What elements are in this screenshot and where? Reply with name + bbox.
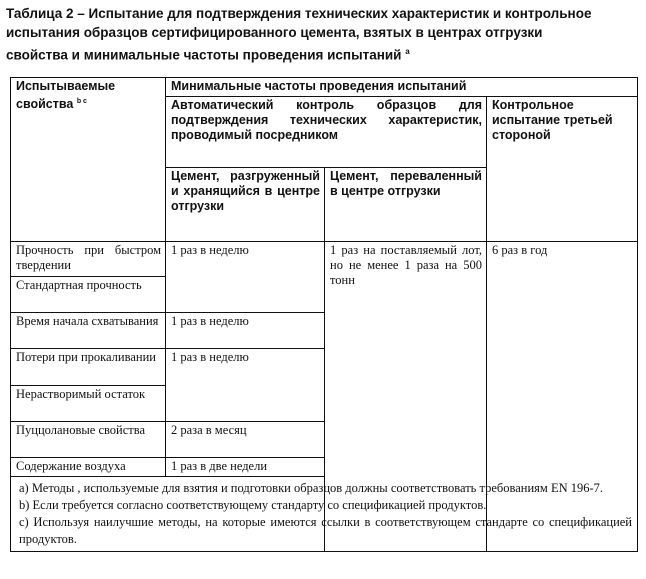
title-line-2: испытания образцов сертифицированного цемента, взятых в центрах отгрузки: [6, 25, 543, 40]
value-air-content: 1 раз в две недели: [166, 458, 325, 477]
header-cement-stored: Цемент, разгруженный и хранящийся в центре отгрузки: [166, 168, 325, 242]
title-line-1: Таблица 2 – Испытание для подтверждения технических характеристик и контрольное: [6, 6, 592, 21]
row-strength-fast: Прочность при быстром твердении: [11, 242, 166, 277]
test-frequency-table: [10, 77, 638, 552]
header-properties: Испытываемые свойства $^{b c}$: [11, 78, 166, 242]
row-ignition-loss: Потери при прокаливании: [11, 349, 166, 386]
row-setting-time: Время начала схватывания: [11, 313, 166, 349]
row-insoluble-residue: Нерастворимый остаток: [11, 386, 166, 422]
value-setting-time: 1 раз в неделю: [166, 313, 325, 349]
header-cement-transferred: Цемент, переваленный в центре отгрузки: [325, 168, 487, 242]
header-frequencies: Минимальные частоты проведения испытаний: [166, 78, 638, 97]
value-third-party: 6 раз в год: [487, 242, 638, 552]
row-strength-standard: Стандартная прочность: [11, 277, 166, 313]
row-pozzolanic: Пуццолановые свойства: [11, 422, 166, 458]
table-title: [6, 4, 646, 65]
value-pozzolanic: 2 раза в месяц: [166, 422, 325, 458]
footnotes: [11, 477, 638, 552]
value-strength: 1 раз в неделю: [166, 242, 325, 313]
value-transferred: 1 раз на поставляемый лот, но не менее 1 раза на 500 тонн: [325, 242, 487, 552]
footnote-b: b) Если требуется согласно соответствующему стандарту со спецификацией продуктов.: [19, 498, 487, 512]
header-automatic-control: Автоматический контроль образцов для подтверждения технических характеристик, проводимый посредником: [166, 97, 487, 168]
footnote-a: а) Методы , используемые для взятия и подготовки образцов должны соответствовать требованиям EN 196-7.: [19, 481, 604, 495]
header-third-party: Контрольное испытание третьей стороной: [487, 97, 638, 242]
footnote-c: с) Используя наилучшие методы, на которые имеются ссылки в соответствующем стандарте со спецификацией продуктов.: [19, 515, 632, 546]
row-air-content: Содержание воздуха: [11, 458, 166, 477]
value-ignition: 1 раз в неделю: [166, 349, 325, 422]
title-line-3: свойства и минимальные частоты проведения испытаний $^a$: [6, 47, 410, 63]
